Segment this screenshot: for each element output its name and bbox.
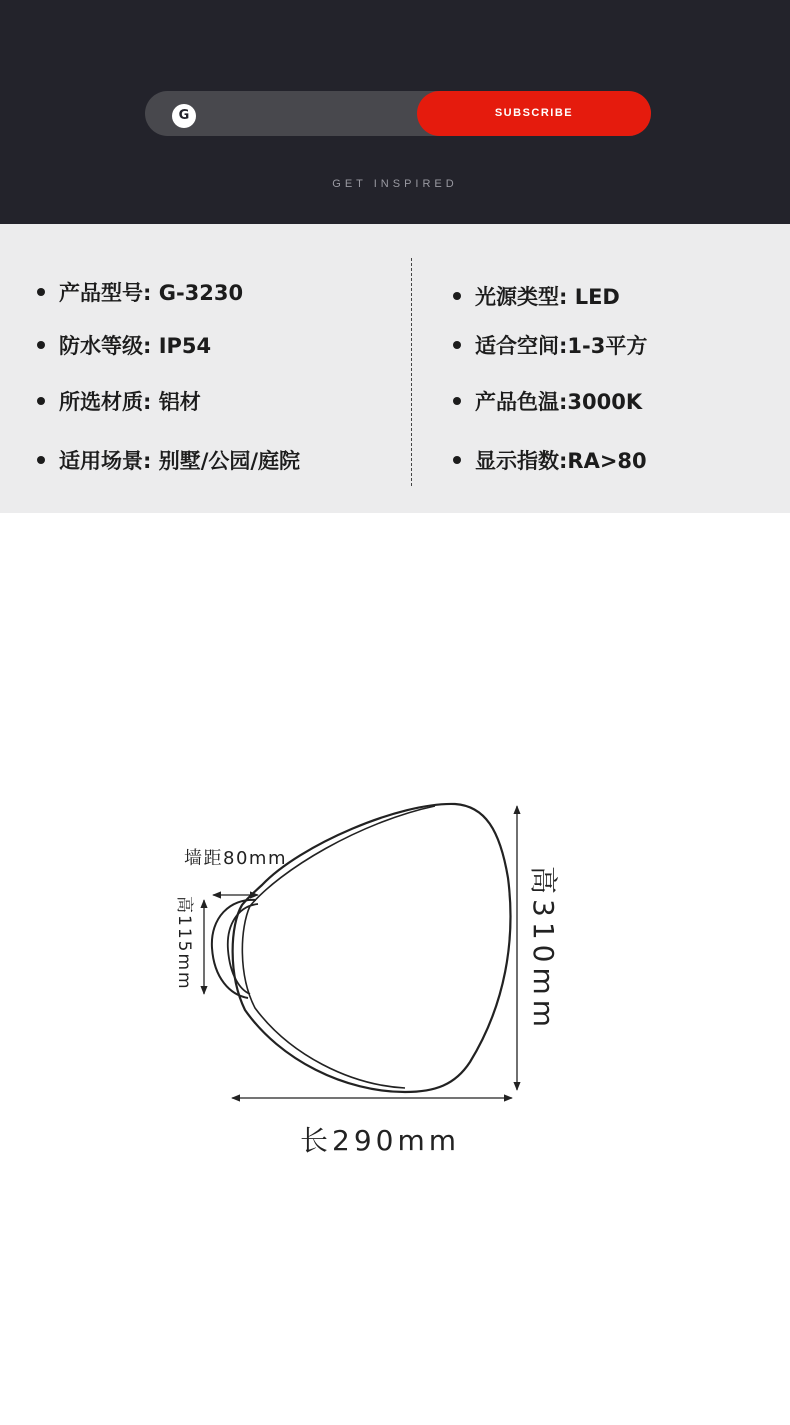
spec-label: 产品色温:3000K [475, 390, 643, 414]
spec-label: 适合空间:1-3平方 [475, 334, 648, 358]
dimension-drawing [0, 513, 790, 1425]
spec-label: 防水等级: IP54 [59, 334, 212, 358]
bullet-icon [453, 397, 461, 405]
spec-label: 显示指数:RA>80 [475, 449, 647, 473]
spec-item-model [37, 280, 243, 306]
subscribe-button[interactable]: SUBSCRIBE [417, 91, 651, 136]
spec-item-scene [37, 448, 300, 474]
spec-item-light-source [453, 284, 620, 310]
spec-item-color-temp [453, 389, 642, 415]
tagline: GET INSPIRED [332, 178, 458, 190]
spec-divider [411, 258, 412, 486]
spec-label: 所选材质: 铝材 [59, 390, 201, 414]
lamp-shell-inner [242, 906, 405, 1088]
bullet-icon [37, 397, 45, 405]
base-height-label: 高115mm [174, 896, 194, 991]
spec-item-material [37, 389, 201, 415]
spec-label: 适用场景: 别墅/公园/庭院 [59, 449, 301, 473]
spec-item-waterproof [37, 333, 211, 359]
height-label: 高310mm [527, 866, 560, 1032]
wall-distance-label: 墙距80mm [184, 848, 287, 869]
bullet-icon [37, 341, 45, 349]
bullet-icon [37, 288, 45, 296]
bullet-icon [37, 456, 45, 464]
length-label: 长290mm [300, 1124, 460, 1157]
bullet-icon [453, 292, 461, 300]
spec-item-space [453, 333, 647, 359]
spec-label: 光源类型: LED [475, 285, 620, 309]
spec-item-cri [453, 448, 647, 474]
bullet-icon [453, 456, 461, 464]
wall-base-outline [212, 900, 256, 998]
bullet-icon [453, 341, 461, 349]
spec-label: 产品型号: G-3230 [59, 281, 244, 305]
brand-logo-icon: G [172, 104, 196, 128]
